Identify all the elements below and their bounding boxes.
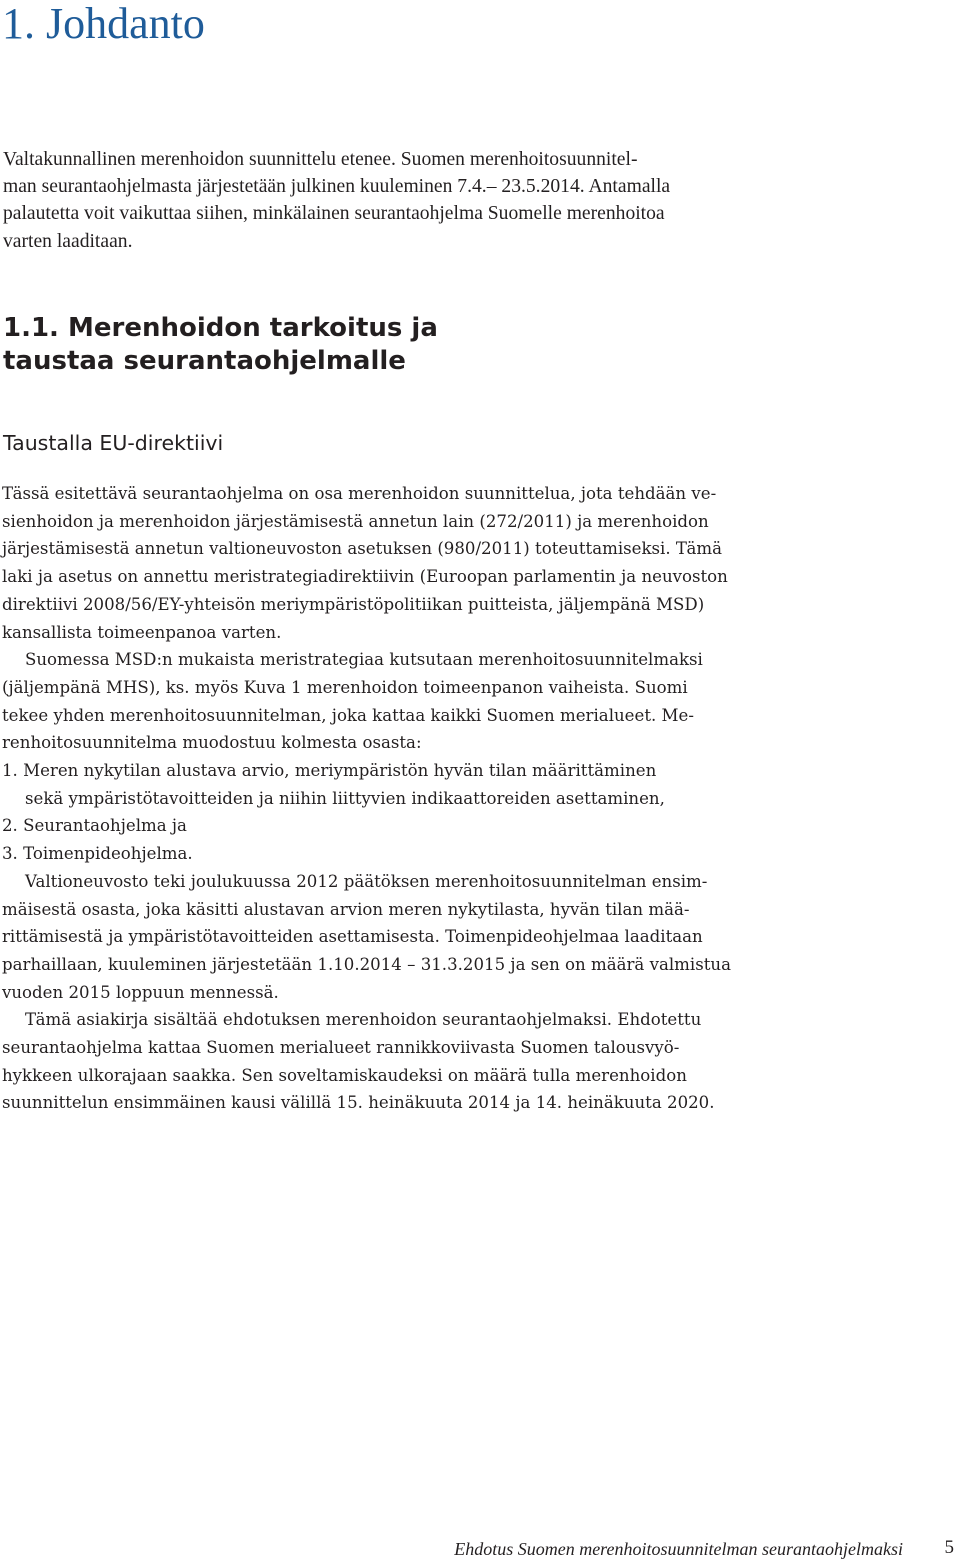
body-line: renhoitosuunnitelma muodostuu kolmesta osasta: <box>2 733 422 753</box>
body-line: seurantaohjelma kattaa Suomen merialueet rannikkoviivasta Suomen talousvyö- <box>2 1038 680 1058</box>
intro-line: varten laaditaan. <box>3 230 133 252</box>
list-item: 3. Toimenpideohjelma. <box>2 844 193 864</box>
page-number: 5 <box>944 1537 954 1558</box>
body-line: järjestämisestä annetun valtioneuvoston asetuksen (980/2011) toteuttamiseksi. Tämä <box>2 539 723 559</box>
body-line: suunnittelun ensimmäinen kausi välillä 15. heinäkuuta 2014 ja 14. heinäkuuta 2020. <box>2 1093 715 1113</box>
body-line: parhaillaan, kuuleminen järjestetään 1.10.2014 – 31.3.2015 ja sen on määrä valmistua <box>2 954 731 974</box>
body-line: (jäljempänä MHS), ks. myös Kuva 1 merenhoidon toimeenpanon vaiheista. Suomi <box>2 677 688 697</box>
list-item-continuation: sekä ympäristötavoitteiden ja niihin liittyvien indikaattoreiden asettaminen, <box>25 788 665 808</box>
body-line: tekee yhden merenhoitosuunnitelman, joka kattaa kaikki Suomen merialueet. Me- <box>2 705 694 725</box>
body-line: Valtioneuvosto teki joulukuussa 2012 päätöksen merenhoitosuunnitelman ensim- <box>25 871 708 891</box>
body-line: hykkeen ulkorajaan saakka. Sen soveltamiskaudeksi on määrä tulla merenhoidon <box>2 1065 687 1085</box>
section-title-line: taustaa seurantaohjelmalle <box>3 346 406 376</box>
list-item: 1. Meren nykytilan alustava arvio, meriympäristön hyvän tilan määrittäminen <box>2 761 657 781</box>
body-line: vuoden 2015 loppuun mennessä. <box>2 982 279 1002</box>
section-title <box>3 312 703 378</box>
intro-line: Valtakunnallinen merenhoidon suunnittelu etenee. Suomen merenhoitosuunnitel- <box>3 149 638 170</box>
body-line: rittämisestä ja ympäristötavoitteiden asettamisesta. Toimenpideohjelmaa laaditaan <box>2 927 703 947</box>
section-subtitle: Taustalla EU-direktiivi <box>3 431 224 455</box>
body-line: laki ja asetus on annettu meristrategiadirektiivin (Euroopan parlamentin ja neuvoston <box>2 567 728 587</box>
body-line: mäisestä osasta, joka käsitti alustavan arvion meren nykytilasta, hyvän tilan mää- <box>2 899 690 919</box>
list-item: 2. Seurantaohjelma ja <box>2 816 187 836</box>
body-line: Suomessa MSD:n mukaista meristrategiaa kutsutaan merenhoitosuunnitelmaksi <box>25 650 703 670</box>
intro-line: man seurantaohjelmasta järjestetään julkinen kuuleminen 7.4.– 23.5.2014. Antamalla <box>3 176 671 198</box>
body-line: Tässä esitettävä seurantaohjelma on osa merenhoidon suunnittelua, jota tehdään ve- <box>2 484 717 503</box>
intro-paragraph <box>3 146 883 255</box>
body-line: kansallista toimeenpanoa varten. <box>2 622 282 642</box>
body-line: Tämä asiakirja sisältää ehdotuksen merenhoidon seurantaohjelmaksi. Ehdotettu <box>25 1010 702 1030</box>
body-line: direktiivi 2008/56/EY-yhteisön meriympäristöpolitiikan puitteista, jäljempänä MSD) <box>2 594 705 614</box>
intro-line: palautetta voit vaikuttaa siihen, minkälainen seurantaohjelma Suomelle merenhoitoa <box>3 203 665 225</box>
chapter-title: 1. Johdanto <box>2 0 205 48</box>
footer-title: Ehdotus Suomen merenhoitosuunnitelman seurantaohjelmaksi <box>454 1539 903 1559</box>
body-line: sienhoidon ja merenhoidon järjestämisestä annetun lain (272/2011) ja merenhoidon <box>2 511 709 531</box>
section-title-line: 1.1. Merenhoidon tarkoitus ja <box>3 313 438 343</box>
body-text <box>2 480 792 1117</box>
